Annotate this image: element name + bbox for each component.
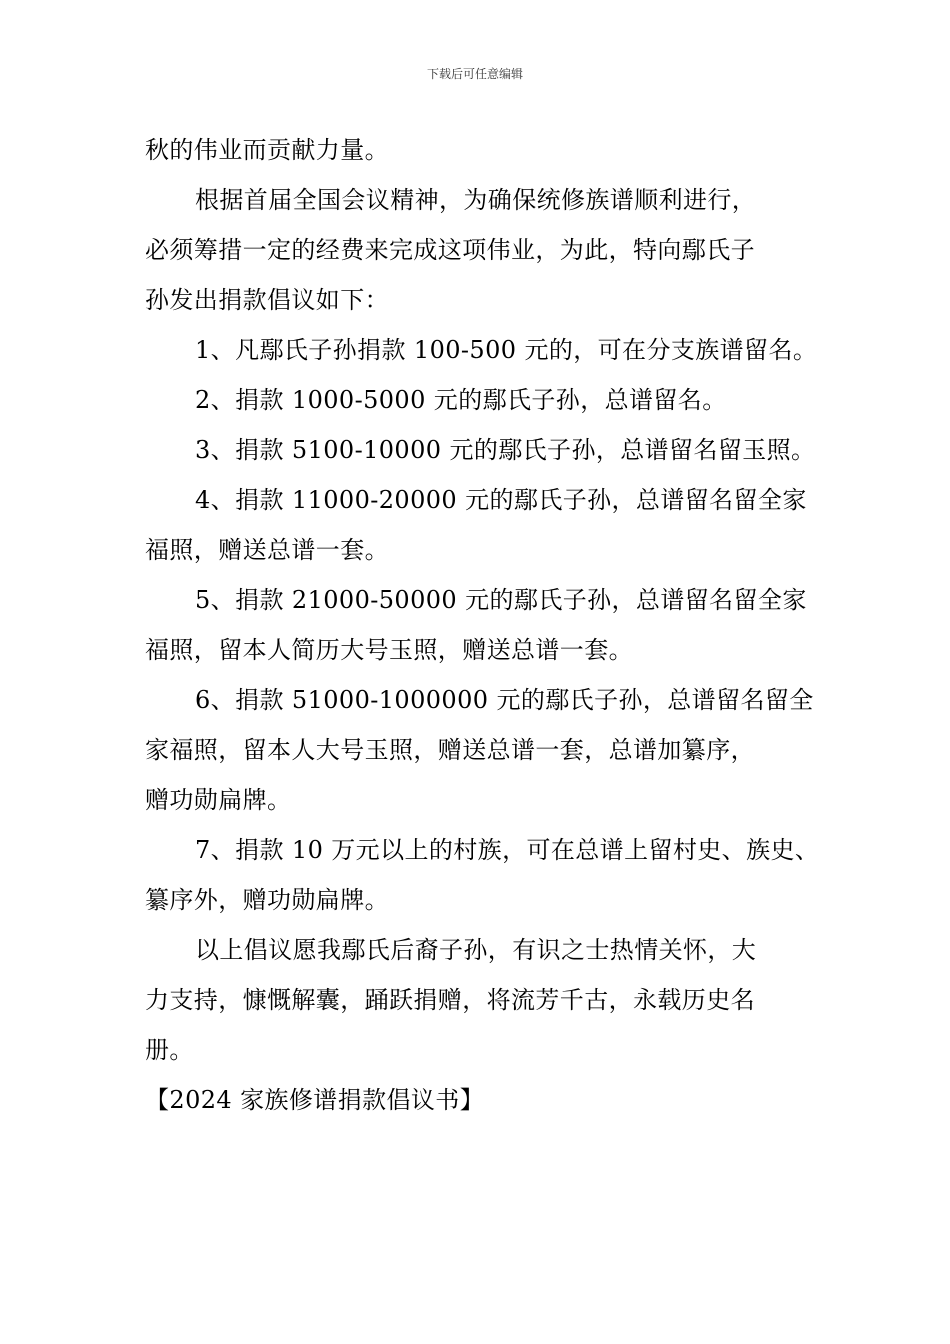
text-line: 2、捐款 1000-5000 元的鄢氏子孙，总谱留名。 (195, 386, 727, 414)
text-line: 孙发出捐款倡议如下： (145, 286, 389, 314)
text-line: 册。 (145, 1036, 194, 1064)
paragraph-intro-end (145, 125, 825, 175)
text-line: 纂序外，赠功勋扁牌。 (145, 886, 389, 914)
page-header: 下载后可任意编辑 (426, 67, 523, 81)
text-line: 根据首届全国会议精神，为确保统修族谱顺利进行， (195, 186, 757, 214)
paragraph-closing (145, 925, 825, 1075)
text-line: 力支持，慷慨解囊，踊跃捐赠，将流芳千古，永载历史名 (145, 986, 755, 1014)
paragraph-proposal (145, 175, 825, 325)
list-item-2 (145, 375, 825, 425)
list-item-5 (145, 575, 825, 675)
list-item-1 (145, 325, 825, 375)
list-item-6 (145, 675, 825, 825)
list-item-4 (145, 475, 825, 575)
text-line: 秋的伟业而贡献力量。 (145, 136, 389, 164)
document-title-footer (145, 1075, 825, 1125)
text-line: 福照，赠送总谱一套。 (145, 536, 389, 564)
text-line: 6、捐款 51000-1000000 元的鄢氏子孙，总谱留名留全 (195, 686, 814, 714)
text-line: 必须筹措一定的经费来完成这项伟业，为此，特向鄢氏子 (145, 236, 755, 264)
list-item-7 (145, 825, 825, 925)
document-body (145, 125, 825, 1125)
text-line: 福照，留本人简历大号玉照，赠送总谱一套。 (145, 636, 633, 664)
text-line: 【2024 家族修谱捐款倡议书】 (145, 1086, 485, 1114)
text-line: 5、捐款 21000-50000 元的鄢氏子孙，总谱留名留全家 (195, 586, 807, 614)
text-line: 1、凡鄢氏子孙捐款 100-500 元的，可在分支族谱留名。 (195, 336, 818, 364)
text-line: 3、捐款 5100-10000 元的鄢氏子孙，总谱留名留玉照。 (195, 436, 816, 464)
list-item-3 (145, 425, 825, 475)
text-line: 家福照，留本人大号玉照，赠送总谱一套，总谱加纂序， (145, 736, 755, 764)
text-line: 赠功勋扁牌。 (145, 786, 292, 814)
text-line: 7、捐款 10 万元以上的村族，可在总谱上留村史、族史、 (195, 836, 820, 864)
text-line: 4、捐款 11000-20000 元的鄢氏子孙，总谱留名留全家 (195, 486, 807, 514)
text-line: 以上倡议愿我鄢氏后裔子孙，有识之士热情关怀，大 (195, 936, 757, 964)
